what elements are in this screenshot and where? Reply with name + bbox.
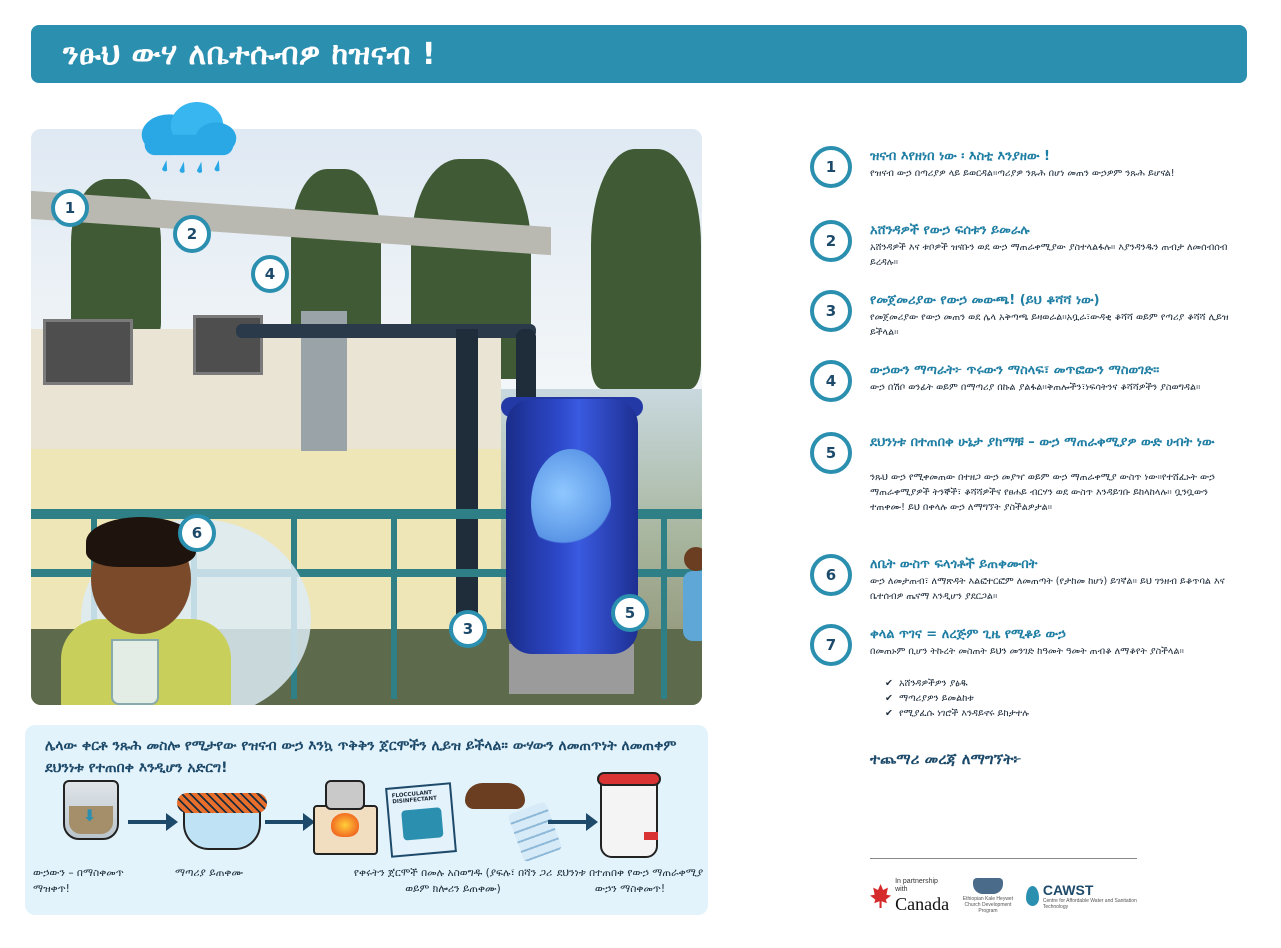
- step-number: 7: [810, 624, 852, 666]
- step-number: 2: [810, 220, 852, 262]
- step-body: አሸንዳዎች እና ቱቦዎች ዝናቡን ወደ ውኃ ማጠራቀሚያው ያስተላልፋሉ። እያንዳንዱን ጠብታ ለመሰብሰብ ይረዳሉ።: [870, 242, 1228, 268]
- treatment-intro: ሌላው ቀርቶ ንጹሕ መስሎ የሚታየው የዝናብ ውኃ እንኳ ጥቅቅን ጀርሞችን ሊይዝ ይችላል። ውሃውን ለመጠጥነት ለመጠቀም ደህንነቱ የተጠበቀ እንዲሆን አድርግ!: [45, 738, 677, 776]
- cawst-wordmark: CAWST: [1042, 882, 1094, 898]
- ekhc-name: Ethiopian Kale Heywet Church Development Program: [962, 896, 1014, 914]
- step-title: የመጀመሪያው የውኃ መውጫ! (ይህ ቆሻሻ ነው): [870, 293, 1100, 308]
- step-body: ውኃ በሽቦ ወንፊት ወይም በማጣሪያ በኩል ያልፋል።ቅጠሎችን፣ነፍሳትንና ቆሻሻዎችን ያስወግዳል።: [870, 382, 1201, 393]
- step-title: አሸንዳዎች የውኃ ፍሰቱን ይመራሉ: [870, 223, 1030, 238]
- rainwater-photo: [31, 129, 702, 705]
- step-body: የዝናብ ውኃ በጣሪያዎ ላይ ይወርዳል።ጣሪያዎ ንጹሕ በሆነ መጠን ውኃዎም ንጹሕ ይሆናል!: [870, 168, 1175, 179]
- more-info-heading: ተጨማሪ መረጃ ለማግኘት፦: [870, 750, 1022, 768]
- step-number: 1: [810, 146, 852, 188]
- water-glass-icon: [111, 639, 159, 705]
- maintenance-checklist: [885, 676, 1185, 721]
- check-item: ✔ የሚያፈሱ ነገሮች እንዳይኖሩ ይከታተሉ: [885, 706, 1185, 721]
- rain-cloud-icon: [122, 102, 256, 182]
- cawst-logo: [1026, 882, 1140, 910]
- step-number: 3: [810, 290, 852, 332]
- divider: [870, 858, 1137, 859]
- marker-2: 2: [173, 215, 211, 253]
- step-title: ውኃውን ማጣራት፦ ጥሩውን ማስላፍ፣ መጥፎውን ማስወገድ።: [870, 363, 1160, 378]
- check-item: ✔ አሸንዳዎችዎን ያፅዱ: [885, 676, 1185, 691]
- treatment-panel: [25, 725, 708, 915]
- sachet-label: FLOCCULANT DISINFECTANT: [391, 789, 438, 806]
- pipe: [236, 324, 536, 338]
- check-item: ✔ ማጣሪያዎን ይመልከቱ: [885, 691, 1185, 706]
- settling-bucket-icon: ⬇: [63, 780, 119, 840]
- marker-1: 1: [51, 189, 89, 227]
- maple-leaf-icon: [870, 884, 891, 908]
- step-body: ውኃ ለመታጠብ፣ ለማጽዳት እልፎተርፎም ለመጠጣት (የታከመ ከሆነ) ይገኛል። ይህ ገንዘብ ይቆጥባል እና ቤተሰብዎ ጤናማ እንዲሆን ያደርጋል።: [870, 576, 1225, 602]
- step-number: 5: [810, 432, 852, 474]
- step-body: በመጠኑም ቢሆን ትኩረት መስጠት ይህን መንገድ ከዓመት ዓመት ጠብቆ ለማቆየት ያስችላል።: [870, 646, 1184, 657]
- step-title: ዝናብ እየዘነበ ነው ፡ እስቲ እንያዘው !: [870, 149, 1050, 164]
- step-title: ለቤት ውስጥ ፍላጎቶች ይጠቀሙበት: [870, 557, 1038, 572]
- caption-store: ደህንነቱ በተጠበቀ የውኃ ማጠራቀሚያ ውኃን ማስቀመጥ!: [556, 867, 704, 895]
- caption-disinfect: የቀሩትን ጀርሞች በመሉ አስወግዱ (ያፍሉ፣ በሻን ጋሪ ወይም ክሎሪን ይጠቀሙ): [353, 867, 553, 895]
- step-body: ንጹህ ውኃ የሚቀመጠው በተዘጋ ውኃ መያዣ ወይም ውኃ ማጠራቀሚያ ውስጥ ነው።የተሸፈኑት ውኃ ማጠራቀሚያዎች ትንኞች፣ ቆሻሻዎችና የፀሐይ ብርሃን ወደ ውስጥ እንዳይገቡ ይከላከላሉ። ቧንቧውን ተጠቀሙ! ይህ በቀላሉ ውኃ ለማግኘት ያስችልዎታል።: [870, 472, 1215, 513]
- canada-logo: [870, 878, 950, 915]
- church-emblem-icon: [973, 878, 1003, 894]
- step-title: ቀላል ጥገና = ለረጅም ጊዜ የሚቆይ ውኃ: [870, 627, 1066, 642]
- caption-settle: ውኃውን – በማስቀመጥ ማዝቀጥ!: [33, 867, 124, 895]
- marker-5: 5: [611, 594, 649, 632]
- title-bar: [31, 25, 1247, 83]
- canada-wordmark: Canada: [895, 893, 950, 914]
- safe-storage-container-icon: [600, 780, 658, 858]
- caption-filter: ማጣሪያ ይጠቀሙ: [175, 867, 244, 879]
- step-title: ደህንነቱ በተጠበቀ ሁኔታ ያከማቹ – ውኃ ማጠራቀሚያዎ ውድ ሀብት ነው: [870, 435, 1215, 450]
- flame-icon: [331, 813, 359, 837]
- marker-6: 6: [178, 514, 216, 552]
- marker-4: 4: [251, 255, 289, 293]
- canada-tagline: In partnership with: [895, 877, 938, 893]
- page-title: ንፁህ ውሃ ለቤተሱብዎ ከዝናብ !: [63, 36, 437, 72]
- cawst-subtitle: Centre for Affordable Water and Sanitation Technology: [1042, 898, 1137, 910]
- ekhc-logo: [962, 878, 1014, 914]
- partner-logos: [870, 876, 1140, 916]
- water-drop-icon: [1026, 886, 1039, 906]
- marker-3: 3: [449, 610, 487, 648]
- flocculant-sachet-icon: [385, 782, 457, 857]
- arrow-icon: [128, 820, 174, 824]
- hand-tablets-icon: [465, 783, 525, 809]
- family-illustration: [651, 529, 702, 705]
- water-splash-icon: [531, 449, 611, 559]
- tree: [591, 149, 701, 389]
- railing-post: [391, 509, 397, 699]
- chlorine-tablets-icon: [508, 802, 563, 863]
- step-body: የመጀመሪያው የውኃ መጠን ወደ ሌላ አቅጣጫ ይዛወራል።አቧራ፣ውዳቂ ቆሻሻ ወይም የጣሪያ ቆሻሻ ሊይዝ ይችላል።: [870, 312, 1229, 338]
- pipe: [456, 329, 478, 629]
- arrow-icon: [548, 820, 594, 824]
- step-number: 4: [810, 360, 852, 402]
- cloth-filter-icon: [177, 793, 267, 813]
- arrow-icon: [265, 820, 311, 824]
- window: [43, 319, 133, 385]
- step-number: 6: [810, 554, 852, 596]
- boiling-pot-icon: [325, 780, 365, 810]
